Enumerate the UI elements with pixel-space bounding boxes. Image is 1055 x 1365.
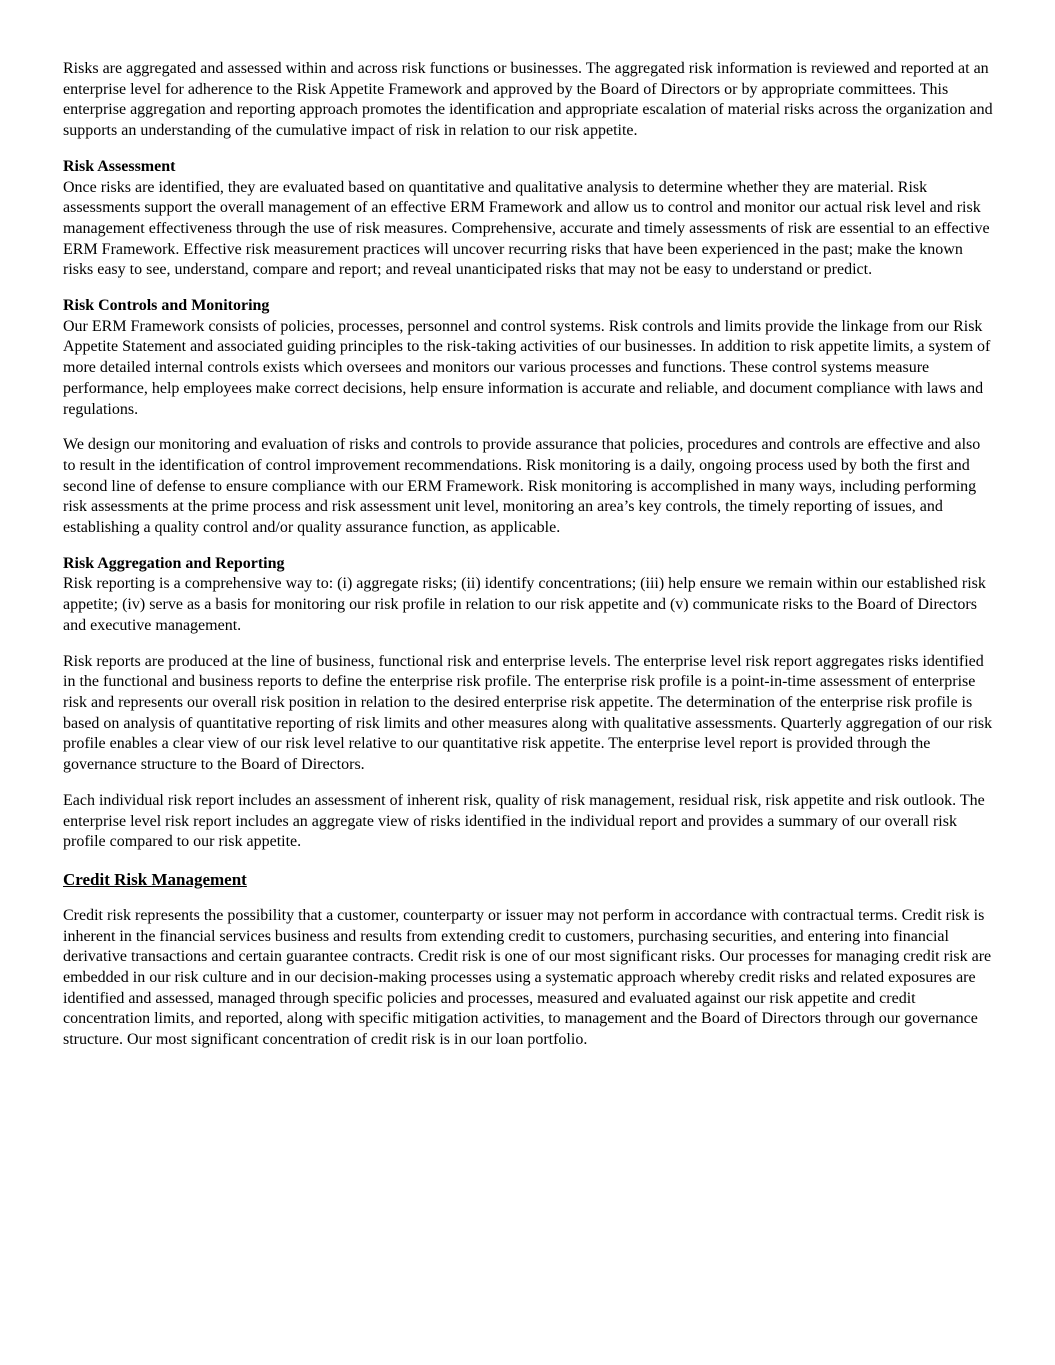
credit-risk-management-title: Credit Risk Management [63,869,247,889]
risk-aggregation-section [63,554,995,637]
intro-paragraph: Risks are aggregated and assessed within and across risk functions or businesses. The aggregated risk information is reviewed and reported at an enterprise level for adherence to the Risk Appetite Framework and approved by the Board of Directors or by appropriate committees. This enterprise aggregation and reporting approach promotes the identification and appropriate escalation of material risks across the organization and supports an understanding of the cumulative impact of risk in relation to our risk appetite. [63,60,993,140]
risk-reports-paragraph: Risk reports are produced at the line of business, functional risk and enterprise levels. The enterprise level risk report aggregates risks identified in the functional and business reports to define the enterprise risk profile. The enterprise risk profile is a point-in-time assessment of enterprise risk and represents our overall risk position in relation to the desired enterprise risk appetite. The determination of the enterprise risk profile is based on analysis of quantitative reporting of risk limits and other measures along with qualitative assessments. Quarterly aggregation of our risk profile enables a clear view of our risk level relative to our quantitative risk appetite. The enterprise level report is provided through the governance structure to the Board of Directors. [63,652,993,774]
individual-risk-report-paragraph: Each individual risk report includes an assessment of inherent risk, quality of risk management, residual risk, risk appetite and risk outlook. The enterprise level risk report includes an aggregate view of risks identified in the individual report and provides a summary of our overall risk profile compared to our risk appetite. [63,791,985,851]
risk-assessment-heading: Risk Assessment [63,157,176,175]
document-page [63,59,995,1066]
risk-assessment-text: Once risks are identified, they are evaluated based on quantitative and qualitative analysis to determine whether they are material. Risk assessments support the overall management of an effective ERM Framework and allow us to control and monitor our actual risk level and risk management effectiveness through the use of risk measures. Comprehensive, accurate and timely assessments of risk are essential to an effective ERM Framework. Effective risk measurement practices will uncover recurring risks that have been experienced in the past; make the known risks easy to see, understand, compare and report; and reveal unanticipated risks that may not be easy to understand or predict. [63,178,990,279]
risk-controls-heading: Risk Controls and Monitoring [63,297,270,315]
risk-controls-section [63,296,995,420]
credit-risk-paragraph: Credit risk represents the possibility that a customer, counterparty or issuer may not perform in accordance with contractual terms. Credit risk is inherent in the financial services business and results from extending credit to customers, purchasing securities, and entering into financial derivative transactions and certain guarantee contracts. Credit risk is one of our most significant risks. Our processes for managing credit risk are embedded in our risk culture and in our decision-making processes using a systematic approach whereby credit risks and related exposures are identified and assessed, managed through specific policies and processes, measured and evaluated against our risk appetite and credit concentration limits, and reported, along with specific mitigation activities, to management and the Board of Directors through our governance structure. Our most significant concentration of credit risk is in our loan portfolio. [63,906,992,1049]
risk-controls-text: Our ERM Framework consists of policies, processes, personnel and control systems. Risk controls and limits provide the linkage from our Risk Appetite Statement and associated guiding principles to the risk-taking activities of our businesses. In addition to risk appetite limits, a system of more detailed internal controls exists which oversees and monitors our various processes and functions. These control systems measure performance, help employees make correct decisions, help ensure information is accurate and reliable, and document compliance with laws and regulations. [63,317,991,418]
risk-aggregation-text: Risk reporting is a comprehensive way to: (i) aggregate risks; (ii) identify concentrations; (iii) help ensure we remain within our established risk appetite; (iv) serve as a basis for monitoring our risk profile in relation to our risk appetite and (v) communicate risks to the Board of Directors and executive management. [63,575,986,634]
risk-monitoring-paragraph: We design our monitoring and evaluation of risks and controls to provide assurance that policies, procedures and controls are effective and also to result in the identification of control improvement recommendations. Risk monitoring is a daily, ongoing process used by both the first and second line of defense to ensure compliance with our ERM Framework. Risk monitoring is accomplished in many ways, including performing risk assessments at the prime process and risk assessment unit level, monitoring an area’s key controls, the timely reporting of issues, and establishing a quality control and/or quality assurance function, as applicable. [63,436,981,537]
risk-assessment-section [63,157,995,281]
risk-aggregation-heading: Risk Aggregation and Reporting [63,554,285,572]
